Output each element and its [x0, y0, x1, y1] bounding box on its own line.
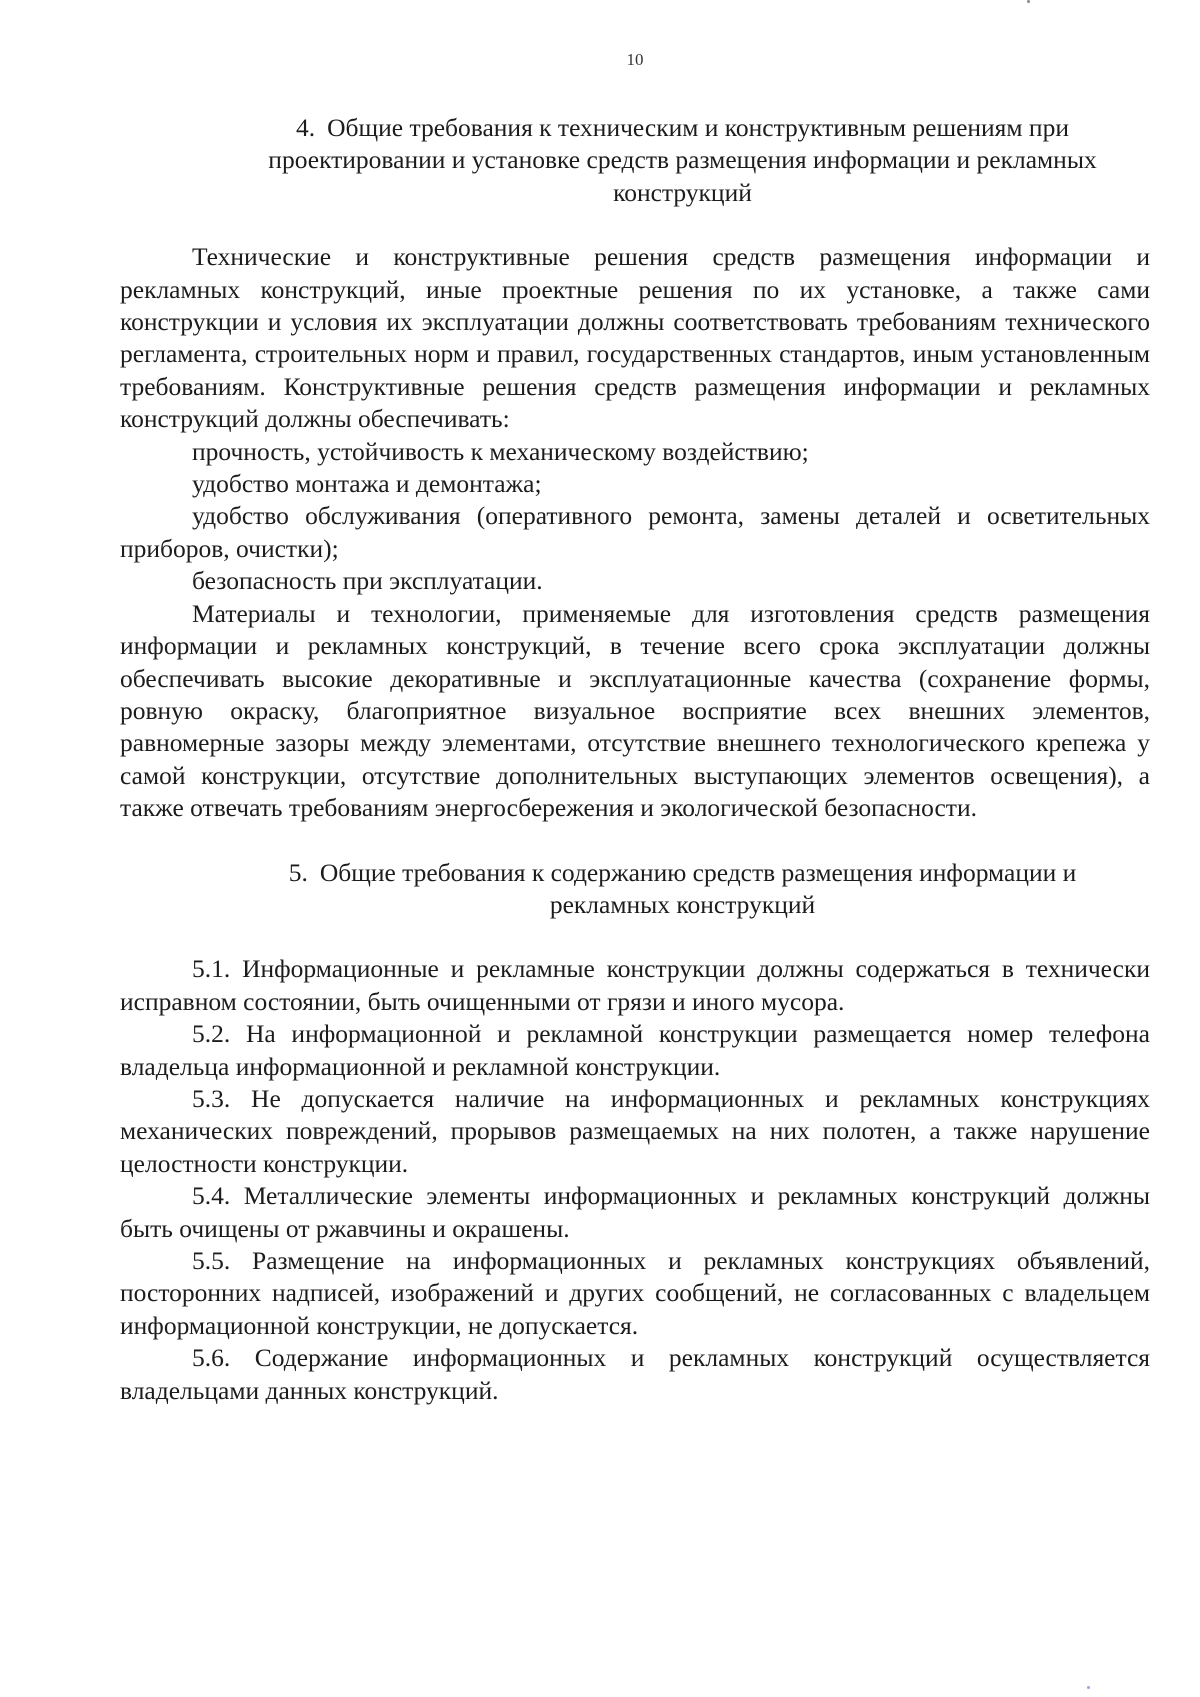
- page-content: [120, 112, 1150, 1407]
- section-4-closing-paragraph: Материалы и технологии, применяемые для изготовления средств размещения информации и рекламных конструкций, в течение всего срока эксплуатации должны обеспечивать высокие декоративные и эксплуатационные качества (сохранение формы, ровную окраску, благоприятное визуальное восприятие всех внешних элементов, равномерные зазоры между элементами, отсутствие внешнего технологического крепежа у самой конструкции, отсутствие дополнительных выступающих элементов освещения), а также отвечать требованиям энергосбережения и экологической безопасности.: [120, 598, 1150, 823]
- section-5-item-5-5: 5.5. Размещение на информационных и рекламных конструкциях объявлений, посторонних надписей, изображений и других сообщений, не согласованных с владельцем информационной конструкции, не допускается.: [120, 1246, 1150, 1340]
- section-5-heading-line-1: [220, 857, 1145, 889]
- section-4-list-item: удобство обслуживания (оперативного ремонта, замены деталей и осветительных приборов, очистки);: [120, 501, 1150, 563]
- section-4-list-item: безопасность при эксплуатации.: [192, 566, 543, 596]
- scan-speck: [1027, 0, 1030, 3]
- section-5-item-5-3: 5.3. Не допускается наличие на информационных и рекламных конструкциях механических повреждений, прорывов размещаемых на них полотен, а также нарушение целостности конструкции.: [120, 1083, 1150, 1178]
- section-4-list-item: удобство монтажа и демонтажа;: [192, 469, 542, 499]
- section-4-list-item: прочность, устойчивость к механическому воздействию;: [192, 436, 809, 466]
- section-5-heading: [120, 857, 1150, 922]
- scan-speck: [1087, 1686, 1090, 1689]
- section-4-number: 4.: [296, 113, 316, 142]
- section-4-heading-line-1: [215, 112, 1150, 144]
- section-4-title-line-3: конструкций: [613, 177, 752, 207]
- section-4-title-line-2: проектировании и установке средств размещения информации и рекламных: [268, 145, 1097, 175]
- section-5-body: [120, 953, 1150, 1407]
- section-4-body: [120, 241, 1150, 824]
- section-5-item-5-2: 5.2. На информационной и рекламной конструкции размещается номер телефона владельца информационной и рекламной конструкции.: [120, 1019, 1150, 1081]
- section-4-paragraph: Технические и конструктивные решения средств размещения информации и рекламных конструкций, иные проектные решения по их установке, а также сами конструкции и условия их эксплуатации должны соответствовать требованиям технического регламента, строительных норм и правил, государственных стандартов, иным установленным требованиям. Конструктивные решения средств размещения информации и рекламных конструкций должны обеспечивать:: [120, 242, 1150, 434]
- section-4-title-line-1: Общие требования к техническим и конструктивным решениям при: [327, 113, 1069, 142]
- section-4-heading: [120, 112, 1150, 209]
- section-5-title-line-1: Общие требования к содержанию средств размещения информации и: [319, 857, 1077, 887]
- section-5-item-5-1: 5.1. Информационные и рекламные конструкции должны содержаться в технически исправном состоянии, быть очищенными от грязи и иного мусора.: [120, 954, 1150, 1016]
- page-number: 10: [626, 50, 644, 69]
- section-5-title-line-2: рекламных конструкций: [549, 889, 816, 919]
- section-5-item-5-6: 5.6. Содержание информационных и рекламных конструкций осуществляется владельцами данных конструкций.: [120, 1343, 1150, 1405]
- section-5-number: 5.: [288, 857, 308, 887]
- section-5-item-5-4: 5.4. Металлические элементы информационных и рекламных конструкций должны быть очищены от ржавчины и окрашены.: [120, 1181, 1150, 1243]
